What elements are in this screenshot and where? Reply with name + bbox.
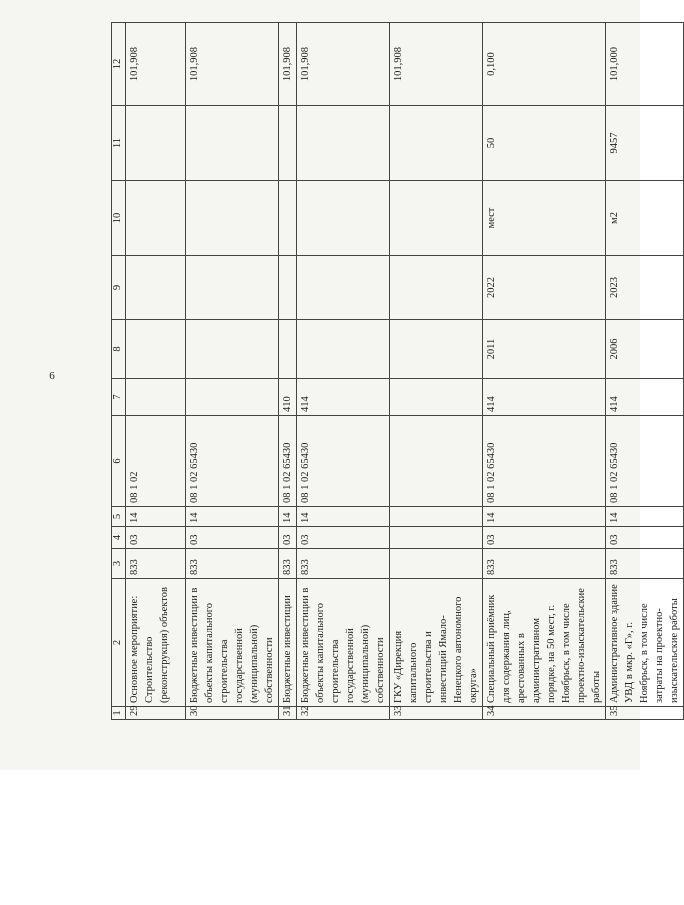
cell: 101,908 [126, 23, 186, 106]
cell: 2006 [606, 320, 684, 379]
cell [126, 256, 186, 320]
cell: 414 [606, 379, 684, 416]
cell [186, 320, 279, 379]
table-row [390, 23, 483, 720]
cell: 2022 [483, 256, 606, 320]
cell: 14 [186, 507, 279, 527]
cell: 9457 [606, 106, 684, 181]
row-description: Административное здание УВД в мкр. «Г», г. Ноябрьск, в том числе затраты на проектно-изыскательские работы [606, 579, 684, 707]
cell: 101,908 [390, 23, 483, 106]
column-header: 12 [112, 23, 126, 106]
cell: 833 [126, 549, 186, 579]
cell: 101,908 [297, 23, 390, 106]
page-number: 6 [49, 370, 55, 382]
row-number: 35 [606, 707, 684, 720]
cell: м2 [606, 181, 684, 256]
cell [126, 320, 186, 379]
row-description: Основное мероприятие: Строительство (реконструкция) объектов [126, 579, 186, 707]
cell [297, 256, 390, 320]
table-row [186, 23, 279, 720]
cell: 14 [279, 507, 297, 527]
column-header: 2 [112, 579, 126, 707]
cell [126, 379, 186, 416]
row-number: 30 [186, 707, 279, 720]
table-header-row [112, 23, 126, 720]
cell [279, 106, 297, 181]
column-header: 7 [112, 379, 126, 416]
cell: 414 [483, 379, 606, 416]
cell: мест [483, 181, 606, 256]
cell: 101,908 [186, 23, 279, 106]
cell [126, 106, 186, 181]
cell: 08 1 02 65430 [606, 416, 684, 507]
cell [390, 379, 483, 416]
cell [297, 181, 390, 256]
column-header: 9 [112, 256, 126, 320]
cell: 410 [279, 379, 297, 416]
cell: 03 [297, 527, 390, 549]
cell: 833 [279, 549, 297, 579]
cell: 14 [606, 507, 684, 527]
cell: 14 [126, 507, 186, 527]
cell: 03 [126, 527, 186, 549]
row-description: Бюджетные инвестиции в объекты капитального строительства государственной (муниципальной) собственности [297, 579, 390, 707]
budget-table [111, 22, 684, 720]
cell [390, 507, 483, 527]
cell: 833 [297, 549, 390, 579]
column-header: 6 [112, 416, 126, 507]
cell [279, 320, 297, 379]
cell [297, 320, 390, 379]
cell: 2011 [483, 320, 606, 379]
row-number: 33 [390, 707, 483, 720]
cell [279, 181, 297, 256]
cell: 08 1 02 [126, 416, 186, 507]
cell [297, 106, 390, 181]
row-number: 34 [483, 707, 606, 720]
cell: 101,908 [279, 23, 297, 106]
cell: 08 1 02 65430 [186, 416, 279, 507]
cell: 833 [483, 549, 606, 579]
column-header: 4 [112, 527, 126, 549]
column-header: 10 [112, 181, 126, 256]
cell [390, 181, 483, 256]
cell [390, 256, 483, 320]
cell: 03 [606, 527, 684, 549]
table-row [483, 23, 606, 720]
column-header: 8 [112, 320, 126, 379]
cell: 0,100 [483, 23, 606, 106]
cell [126, 181, 186, 256]
cell: 833 [606, 549, 684, 579]
cell [186, 256, 279, 320]
cell [390, 320, 483, 379]
cell: 14 [483, 507, 606, 527]
rotated-table-wrapper [111, 23, 680, 720]
cell: 14 [297, 507, 390, 527]
cell: 101,000 [606, 23, 684, 106]
cell [390, 549, 483, 579]
table-row [606, 23, 684, 720]
row-description: Специальный приёмник для содержания лиц, арестованных в административном порядке, на 50 мест, г. Ноябрьск, в том числе проектно-изыскательские работы [483, 579, 606, 707]
cell [186, 379, 279, 416]
cell: 08 1 02 65430 [483, 416, 606, 507]
cell [390, 527, 483, 549]
row-description: Бюджетные инвестиции [279, 579, 297, 707]
cell: 833 [186, 549, 279, 579]
column-header: 1 [112, 707, 126, 720]
cell [390, 106, 483, 181]
cell: 03 [279, 527, 297, 549]
row-description: Бюджетные инвестиции в объекты капитального строительства государственной (муниципальной) собственности [186, 579, 279, 707]
column-header: 3 [112, 549, 126, 579]
cell: 08 1 02 65430 [297, 416, 390, 507]
cell [279, 256, 297, 320]
column-header: 11 [112, 106, 126, 181]
row-number: 29 [126, 707, 186, 720]
cell: 2023 [606, 256, 684, 320]
cell [186, 181, 279, 256]
cell: 03 [483, 527, 606, 549]
column-header: 5 [112, 507, 126, 527]
cell: 03 [186, 527, 279, 549]
table-row [297, 23, 390, 720]
cell: 50 [483, 106, 606, 181]
table-row [126, 23, 186, 720]
cell [390, 416, 483, 507]
row-number: 32 [297, 707, 390, 720]
row-number: 31 [279, 707, 297, 720]
cell: 414 [297, 379, 390, 416]
row-description: ГКУ «Дирекция капитального строительства и инвестиций Ямало-Ненецкого автономного округа» [390, 579, 483, 707]
table-row [279, 23, 297, 720]
cell [186, 106, 279, 181]
cell: 08 1 02 65430 [279, 416, 297, 507]
